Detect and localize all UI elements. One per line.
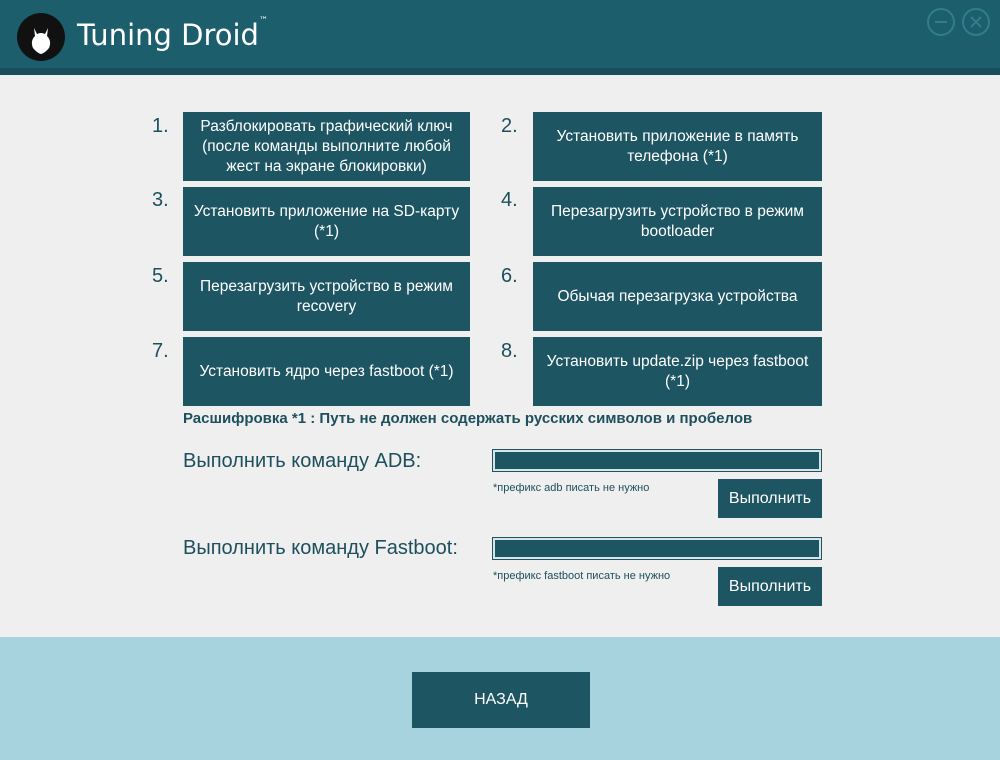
unlock-pattern-button[interactable]: Разблокировать графический ключ (после команды выполните любой жест на экране блокировки) (183, 112, 470, 181)
fastboot-hint: *префикс fastboot писать не нужно (493, 570, 671, 582)
close-button[interactable] (962, 8, 990, 36)
action-number-6: 6. (501, 265, 518, 287)
minimize-icon (929, 10, 953, 34)
adb-run-button[interactable]: Выполнить (718, 479, 822, 518)
reboot-bootloader-button[interactable]: Перезагрузить устройство в режим bootloader (533, 187, 822, 256)
title-bar-stripe (0, 68, 1000, 75)
action-number-8: 8. (501, 340, 518, 362)
action-number-2: 2. (501, 115, 518, 137)
reboot-recovery-button[interactable]: Перезагрузить устройство в режим recovery (183, 262, 470, 331)
close-icon (964, 10, 988, 34)
install-kernel-fastboot-button[interactable]: Установить ядро через fastboot (*1) (183, 337, 470, 406)
action-number-1: 1. (152, 115, 169, 137)
action-number-5: 5. (152, 265, 169, 287)
action-number-7: 7. (152, 340, 169, 362)
app-logo (17, 13, 65, 61)
trademark-sign: ™ (258, 16, 268, 26)
app-title-text: Tuning Droid (77, 18, 259, 52)
minimize-button[interactable] (927, 8, 955, 36)
install-update-zip-button[interactable]: Установить update.zip через fastboot (*1) (533, 337, 822, 406)
action-number-3: 3. (152, 189, 169, 211)
fastboot-command-input[interactable] (493, 538, 821, 559)
normal-reboot-button[interactable]: Обычая перезагрузка устройства (533, 262, 822, 331)
back-button[interactable]: НАЗАД (412, 672, 590, 728)
action-number-4: 4. (501, 189, 518, 211)
install-app-sd-button[interactable]: Установить приложение на SD-карту (*1) (183, 187, 470, 256)
fastboot-command-label: Выполнить команду Fastboot: (183, 537, 458, 559)
adb-command-label: Выполнить команду ADB: (183, 450, 422, 472)
adb-hint: *префикс adb писать не нужно (493, 482, 650, 494)
droid-logo-icon (17, 13, 65, 61)
app-title (77, 18, 268, 52)
adb-command-input[interactable] (493, 450, 821, 471)
install-app-phone-button[interactable]: Установить приложение в память телефона (*1) (533, 112, 822, 181)
fastboot-run-button[interactable]: Выполнить (718, 567, 822, 606)
legend-note: Расшифровка *1 : Путь не должен содержать русских символов и пробелов (183, 410, 753, 427)
